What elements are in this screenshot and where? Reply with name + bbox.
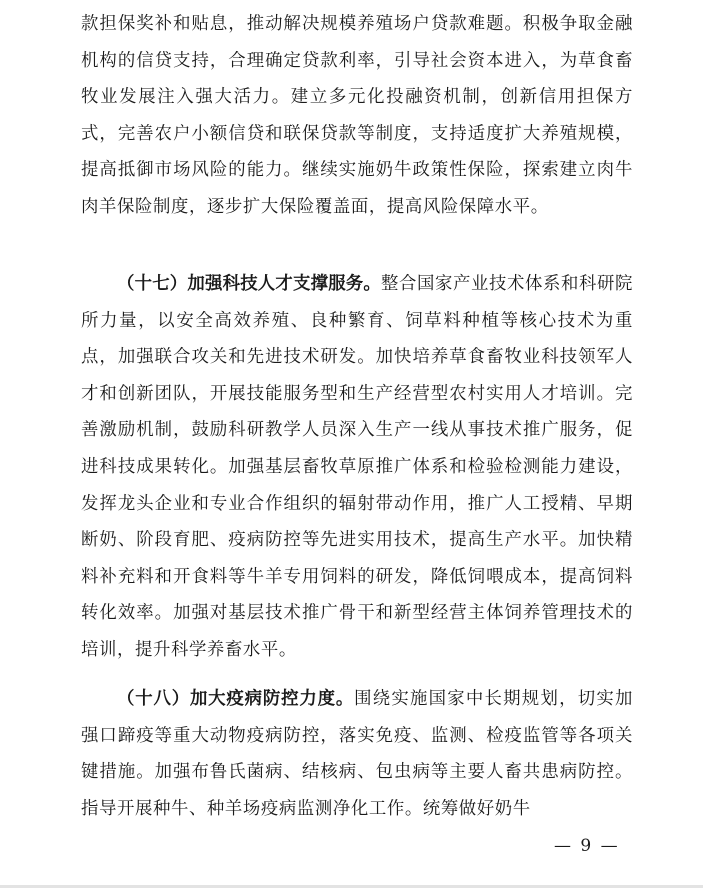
paragraph-text: 整合国家产业技术体系和科研院所力量，以安全高效养殖、良种繁育、饲草料种植等核心技术为重点，加强联合攻关和先进技术研发。加快培养草食畜牧业科技领军人才和创新团队，开展技能服务型和生产经营型农村实用人才培训。完善激励机制，鼓励科研教学人员深入生产一线从事技术推广服务，促进科技成果转化。加强基层畜牧草原推广体系和检验检测能力建设，发挥龙头企业和专业合作组织的辐射带动作用，推广人工授精、早期断奶、阶段育肥、疫病防控等先进实用技术，提高生产水平。加快精料补充料和开食料等牛羊专用饲料的研发，降低饲喂成本，提高饲料转化效率。加强对基层技术推广骨干和新型经营主体饲养管理技术的培训，提升科学养畜水平。	[81, 274, 633, 660]
paragraph-text: 围绕实施国家中长期规划，切实加强口蹄疫等重大动物疫病防控，落实免疫、监测、检疫监管等各项关键措施。加强布鲁氏菌病、结核病、包虫病等主要人畜共患病防控。指导开展种牛、种羊场疫病监测净化工作。统筹做好奶牛	[81, 689, 633, 819]
paragraph-body	[81, 266, 633, 669]
paragraph-disease-control	[81, 681, 633, 827]
section-heading-18: （十八）加大疫病防控力度。	[117, 689, 355, 709]
paragraph-financing	[81, 6, 633, 226]
paragraph-tech-talent	[81, 266, 633, 669]
paragraph-text: 款担保奖补和贴息，推动解决规模养殖场户贷款难题。积极争取金融机构的信贷支持，合理确定贷款利率，引导社会资本进入，为草食畜牧业发展注入强大活力。建立多元化投融资机制，创新信用担保方式，完善农户小额信贷和联保贷款等制度，支持适度扩大养殖规模，提高抵御市场风险的能力。继续实施奶牛政策性保险，探索建立肉牛肉羊保险制度，逐步扩大保险覆盖面，提高风险保障水平。	[81, 14, 633, 217]
page-number: — 9 —	[554, 836, 620, 856]
section-heading-17: （十七）加强科技人才支撑服务。	[117, 274, 381, 294]
paragraph-body	[81, 681, 633, 827]
